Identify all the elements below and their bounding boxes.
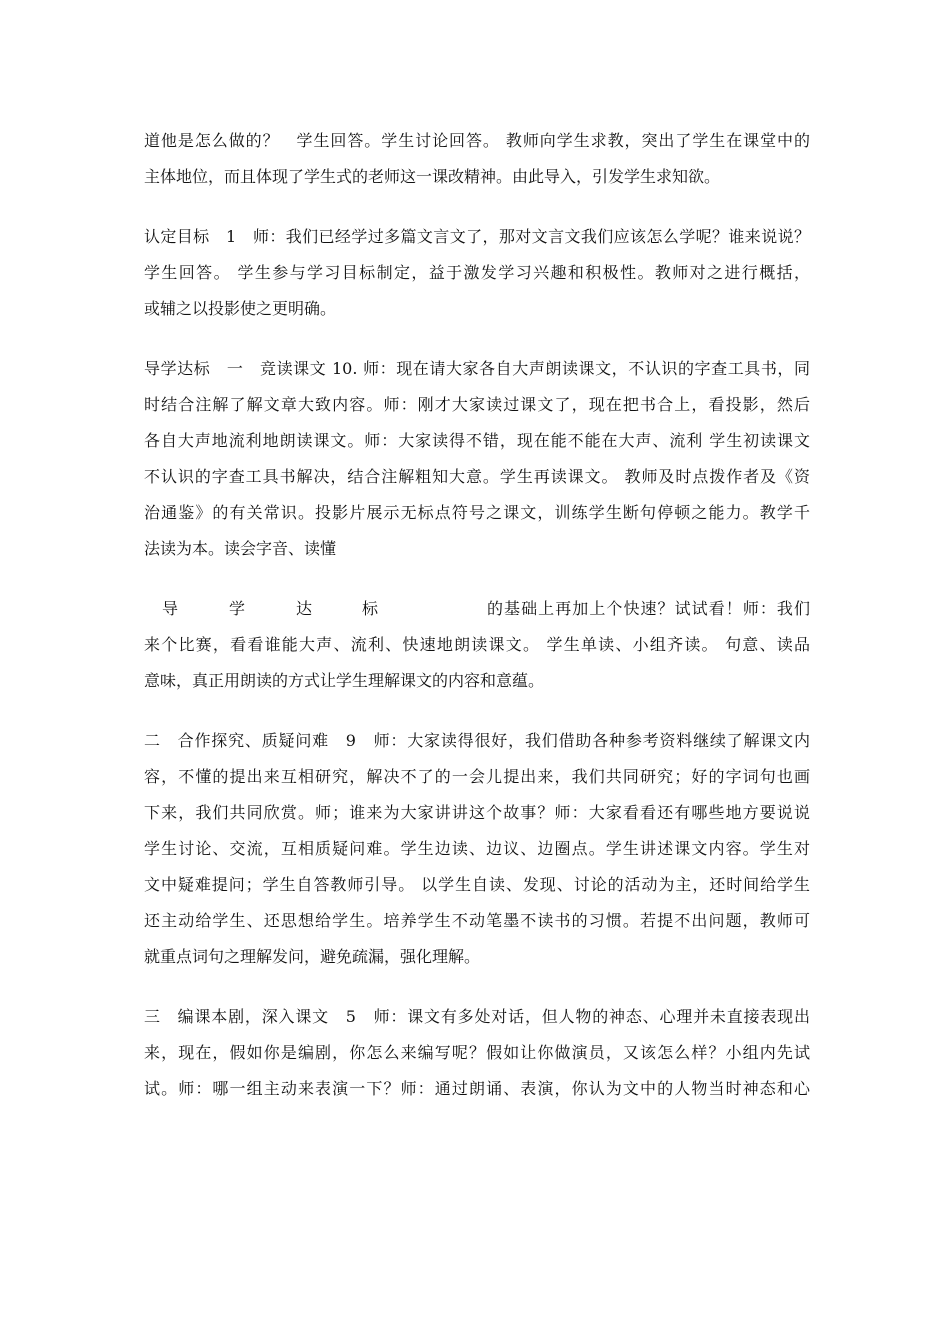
text-line: 意味，真正用朗读的方式让学生理解课文的内容和意蕴。 — [144, 671, 545, 690]
text-line: 学生回答。 学生参与学习目标制定，益于激发学习兴趣和积极性。教师对之进行概括， — [144, 263, 810, 282]
document-body — [144, 123, 810, 1131]
text-line: 三 编课本剧，深入课文 5 师：课文有多处对话，但人物的神态、心理并未直接表现出 — [144, 1007, 810, 1026]
text-line: 来，现在，假如你是编剧，你怎么来编写呢？假如让你做演员，又该怎么样？小组内先试 — [144, 1043, 810, 1062]
text-line: 或辅之以投影使之更明确。 — [144, 299, 337, 318]
text-line: 文中疑难提问；学生自答教师引导。 以学生自读、发现、讨论的活动为主，还时间给学生 — [144, 875, 810, 894]
spaced-heading-char: 标 — [362, 599, 379, 618]
text-line: 主体地位，而且体现了学生式的老师这一课改精神。由此导入，引发学生求知欲。 — [144, 167, 721, 186]
paragraph-cooperative-inquiry — [144, 723, 810, 975]
text-line: 各自大声地流利地朗读课文。师：大家读得不错，现在能不能在大声、流利 学生初读课文 — [144, 431, 810, 450]
text-line: 导学达标 一 竞读课文 10. 师：现在请大家各自大声朗读课文，不认识的字查工具书，同 — [144, 359, 810, 378]
text-line: 学生讨论、交流，互相质疑问难。学生边读、边议、边圈点。学生讲述课文内容。学生对 — [144, 839, 810, 858]
spaced-heading-line — [144, 591, 810, 627]
paragraph-play-script — [144, 999, 810, 1107]
paragraph-guided-reading-continued — [144, 591, 810, 699]
text-line: 就重点词句之理解发问，避免疏漏，强化理解。 — [144, 947, 481, 966]
text-line: 的基础上再加上个快速？试试看！师：我们 — [487, 599, 810, 618]
paragraph-set-goals — [144, 219, 810, 327]
text-line: 治通鉴》的有关常识。投影片展示无标点符号之课文，训练学生断句停顿之能力。教学千 — [144, 503, 810, 522]
spaced-heading-char: 导 — [162, 599, 179, 618]
text-line: 容，不懂的提出来互相研究，解决不了的一会儿提出来，我们共同研究；好的字词句也画 — [144, 767, 810, 786]
paragraph-intro — [144, 123, 810, 195]
text-line: 道他是怎么做的？ 学生回答。学生讨论回答。 教师向学生求教，突出了学生在课堂中的 — [144, 131, 810, 150]
spaced-heading-char: 达 — [296, 599, 313, 618]
paragraph-guided-reading — [144, 351, 810, 567]
text-line: 认定目标 1 师：我们已经学过多篇文言文了，那对文言文我们应该怎么学呢？谁来说说？ — [144, 227, 810, 246]
text-line: 法读为本。读会字音、读懂 — [144, 539, 337, 558]
text-line: 不认识的字查工具书解决，结合注解粗知大意。学生再读课文。 教师及时点拨作者及《资 — [144, 467, 810, 486]
spaced-heading-char: 学 — [229, 599, 246, 618]
text-line: 下来，我们共同欣赏。师；谁来为大家讲讲这个故事？师：大家看看还有哪些地方要说说 — [144, 803, 810, 822]
text-line: 二 合作探究、质疑问难 9 师：大家读得很好，我们借助各种参考资料继续了解课文内 — [144, 731, 810, 750]
text-line: 来个比赛，看看谁能大声、流利、快速地朗读课文。 学生单读、小组齐读。 句意、读品 — [144, 635, 810, 654]
text-line: 还主动给学生、还思想给学生。培养学生不动笔墨不读书的习惯。若提不出问题，教师可 — [144, 911, 810, 930]
text-line: 时结合注解了解文章大致内容。师：刚才大家读过课文了，现在把书合上，看投影，然后 — [144, 395, 810, 414]
text-line: 试。师：哪一组主动来表演一下？师：通过朗诵、表演，你认为文中的人物当时神态和心 — [144, 1079, 810, 1098]
